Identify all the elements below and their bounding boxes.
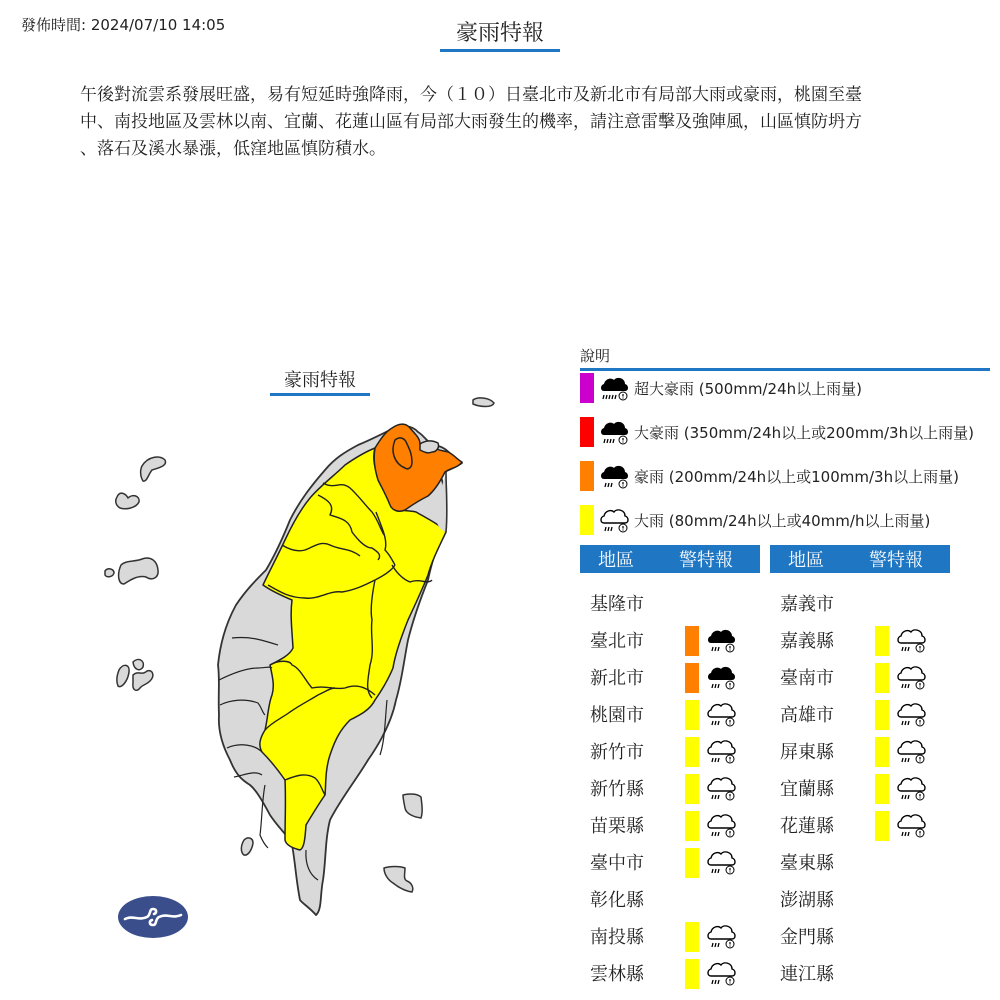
header-region: 地區 xyxy=(598,550,634,571)
heavy-rain-icon xyxy=(705,921,737,953)
warning-swatch xyxy=(685,922,699,952)
legend-label: 大雨 (80mm/24h以上或40mm/h以上雨量) xyxy=(634,511,931,530)
description-line: 中、南投地區及雲林以南、宜蘭、花蓮山區有局部大雨發生的機率，請注意雷擊及強陣風，山區慎防坍方 xyxy=(80,112,862,132)
heavy-rain-icon xyxy=(598,505,630,535)
region-name: 新北市 xyxy=(590,668,644,689)
header-warning: 警特報 xyxy=(679,550,733,571)
legend-item-torrential xyxy=(580,417,974,447)
heavy-rain-icon xyxy=(895,736,927,768)
warning-swatch xyxy=(685,626,699,656)
warning-swatch xyxy=(685,848,699,878)
region-name: 南投縣 xyxy=(590,927,644,948)
header-warning: 警特報 xyxy=(869,550,923,571)
warning-swatch xyxy=(875,811,889,841)
warning-swatch xyxy=(875,737,889,767)
heavy-rain-icon xyxy=(895,625,927,657)
region-yellow-north xyxy=(260,448,446,850)
island-pengjia xyxy=(473,398,494,407)
island-penghu-6 xyxy=(133,660,143,670)
legend-label: 豪雨 (200mm/24h以上或100mm/3h以上雨量) xyxy=(634,467,959,486)
super-torrential-rain-icon xyxy=(598,373,630,403)
region-name: 宜蘭縣 xyxy=(780,779,834,800)
issue-time: 發佈時間: 2024/07/10 14:05 xyxy=(21,16,226,34)
heavy-rain-icon xyxy=(895,773,927,805)
description-line: 午後對流雲系發展旺盛，易有短延時強降雨，今（１０）日臺北市及新北市有局部大雨或豪雨，桃園至臺 xyxy=(80,85,862,105)
warning-swatch xyxy=(685,663,699,693)
region-name: 苗栗縣 xyxy=(590,816,644,837)
region-name: 臺北市 xyxy=(590,631,644,652)
heavy-rain-icon xyxy=(895,662,927,694)
region-name: 臺東縣 xyxy=(780,853,834,874)
legend-swatch xyxy=(580,417,594,447)
island-penghu-4 xyxy=(105,569,114,577)
warning-swatch xyxy=(875,774,889,804)
heavy-rain-icon xyxy=(705,847,737,879)
region-gray-keelung xyxy=(420,441,439,453)
legend-item-super-torrential xyxy=(580,373,862,403)
island-penghu-7 xyxy=(133,671,153,691)
region-name: 屏東縣 xyxy=(780,742,834,763)
heavy-rain-icon xyxy=(895,810,927,842)
extremely-heavy-rain-icon xyxy=(598,461,630,491)
cwa-logo-icon xyxy=(117,895,189,939)
island-penghu-1 xyxy=(141,457,166,481)
region-name: 基隆市 xyxy=(590,594,644,615)
region-name: 連江縣 xyxy=(780,964,834,985)
heavy-rain-icon xyxy=(705,699,737,731)
description-line: 、落石及溪水暴漲，低窪地區慎防積水。 xyxy=(80,139,386,159)
region-base xyxy=(218,426,462,915)
table-header-left xyxy=(580,545,760,573)
region-name: 雲林縣 xyxy=(590,964,644,985)
region-name: 新竹市 xyxy=(590,742,644,763)
region-name: 金門縣 xyxy=(780,927,834,948)
legend-swatch xyxy=(580,505,594,535)
extremely-heavy-rain-icon xyxy=(705,625,737,657)
region-name: 花蓮縣 xyxy=(780,816,834,837)
region-name: 澎湖縣 xyxy=(780,890,834,911)
warning-swatch xyxy=(685,737,699,767)
warning-swatch xyxy=(685,774,699,804)
island-green xyxy=(241,838,253,855)
warning-swatch xyxy=(875,626,889,656)
island-penghu-2 xyxy=(116,493,139,509)
region-name: 彰化縣 xyxy=(590,890,644,911)
legend-label: 大豪雨 (350mm/24h以上或200mm/3h以上雨量) xyxy=(634,423,974,442)
extremely-heavy-rain-icon xyxy=(705,662,737,694)
table-header-right xyxy=(770,545,950,573)
legend-swatch xyxy=(580,461,594,491)
heavy-rain-icon xyxy=(705,958,737,990)
island-penghu-3 xyxy=(119,558,158,584)
warning-swatch xyxy=(875,663,889,693)
heavy-rain-icon xyxy=(895,699,927,731)
region-orange-new-taipei xyxy=(374,424,462,511)
region-name: 臺南市 xyxy=(780,668,834,689)
region-name: 桃園市 xyxy=(590,705,644,726)
torrential-rain-icon xyxy=(598,417,630,447)
region-name: 嘉義市 xyxy=(780,594,834,615)
region-name: 嘉義縣 xyxy=(780,631,834,652)
region-name: 臺中市 xyxy=(590,853,644,874)
heavy-rain-icon xyxy=(705,736,737,768)
warning-description xyxy=(80,82,920,163)
heavy-rain-icon xyxy=(705,773,737,805)
legend-title: 說明 xyxy=(580,345,990,371)
legend-swatch xyxy=(580,373,594,403)
warning-swatch xyxy=(685,959,699,989)
legend-item-heavy xyxy=(580,505,930,535)
legend-label: 超大豪雨 (500mm/24h以上雨量) xyxy=(634,379,862,398)
page-title: 豪雨特報 xyxy=(440,16,560,52)
header-region: 地區 xyxy=(788,550,824,571)
legend-item-extremely-heavy xyxy=(580,461,959,491)
map-title: 豪雨特報 xyxy=(270,366,370,396)
region-name: 新竹縣 xyxy=(590,779,644,800)
island-lanyu-2 xyxy=(384,867,413,893)
heavy-rain-icon xyxy=(705,810,737,842)
region-name: 高雄市 xyxy=(780,705,834,726)
island-lanyu-1 xyxy=(403,794,422,818)
region-orange-taipei xyxy=(393,438,412,469)
warning-swatch xyxy=(685,811,699,841)
island-penghu-5 xyxy=(117,665,129,686)
warning-swatch xyxy=(685,700,699,730)
warning-swatch xyxy=(875,700,889,730)
